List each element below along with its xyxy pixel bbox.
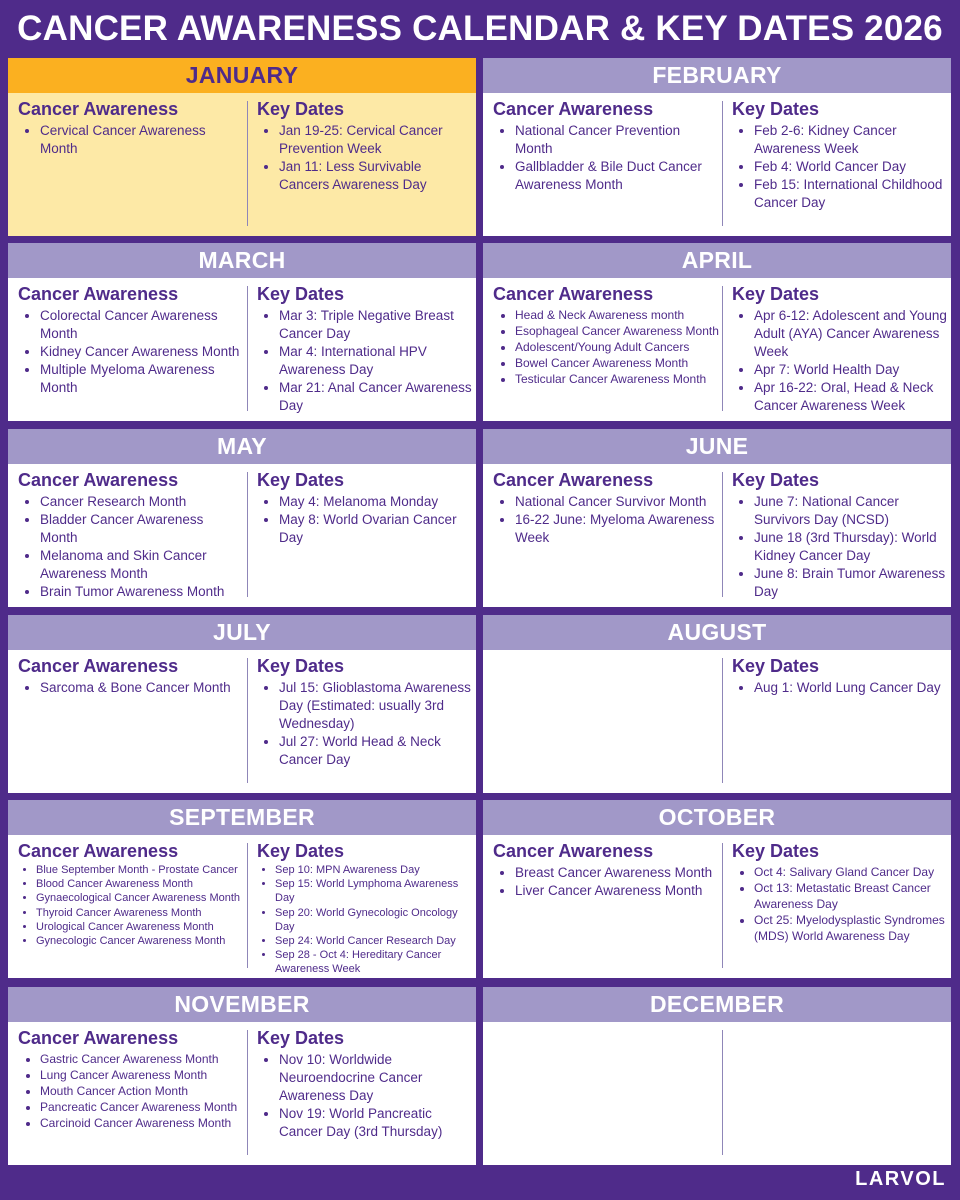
- month-body: [8, 650, 476, 793]
- awareness-item: • Head & Neck Awareness month: [515, 307, 719, 323]
- key-date-item: • Jul 27: World Head & Neck Cancer Day: [279, 733, 472, 769]
- awareness-column: [8, 1022, 248, 1165]
- key-date-item: • June 8: Brain Tumor Awareness Day: [754, 565, 947, 601]
- month-card-december: [483, 987, 951, 1165]
- awareness-item: • Esophageal Cancer Awareness Month: [515, 323, 719, 339]
- awareness-item: • Brain Tumor Awareness Month: [40, 583, 244, 601]
- key-dates-heading: Key Dates: [257, 841, 345, 861]
- key-date-item: • Oct 13: Metastatic Breast Cancer Awareness Day: [754, 880, 947, 912]
- key-date-item: • Jan 11: Less Survivable Cancers Awareness Day: [279, 158, 472, 194]
- month-header: MAY: [8, 429, 476, 464]
- awareness-item: • Breast Cancer Awareness Month: [515, 864, 719, 882]
- month-header: APRIL: [483, 243, 951, 278]
- key-date-item: • Mar 21: Anal Cancer Awareness Day: [279, 379, 472, 415]
- key-dates-list: [732, 864, 947, 944]
- awareness-item: • Bladder Cancer Awareness Month: [40, 511, 244, 547]
- awareness-item: • Cancer Research Month: [40, 493, 244, 511]
- month-card-may: [8, 429, 476, 607]
- key-dates-column: [723, 464, 951, 607]
- month-card-september: [8, 800, 476, 978]
- key-dates-column: [248, 1022, 476, 1165]
- month-card-march: [8, 243, 476, 421]
- key-date-item: • Apr 7: World Health Day: [754, 361, 947, 379]
- awareness-heading: Cancer Awareness: [18, 470, 179, 490]
- key-date-item: • Feb 15: International Childhood Cancer Day: [754, 176, 947, 212]
- awareness-column: [483, 464, 723, 607]
- awareness-heading: Cancer Awareness: [18, 656, 179, 676]
- awareness-item: • Cervical Cancer Awareness Month: [40, 122, 244, 158]
- month-card-april: [483, 243, 951, 421]
- key-dates-list: [732, 122, 947, 212]
- month-header: MARCH: [8, 243, 476, 278]
- key-date-item: • Sep 24: World Cancer Research Day: [275, 934, 472, 948]
- awareness-heading: Cancer Awareness: [18, 99, 179, 119]
- month-header: FEBRUARY: [483, 58, 951, 93]
- awareness-heading: Cancer Awareness: [493, 284, 654, 304]
- key-dates-column: [248, 464, 476, 607]
- key-dates-list: [257, 122, 472, 194]
- awareness-item: • Urological Cancer Awareness Month: [36, 920, 244, 934]
- month-header: JUNE: [483, 429, 951, 464]
- key-date-item: • May 8: World Ovarian Cancer Day: [279, 511, 472, 547]
- month-card-february: [483, 58, 951, 236]
- month-body: [8, 835, 476, 978]
- awareness-item: • Pancreatic Cancer Awareness Month: [40, 1099, 244, 1115]
- awareness-column: [483, 93, 723, 236]
- month-card-june: [483, 429, 951, 607]
- month-body: [483, 1022, 951, 1165]
- key-dates-list: [732, 493, 947, 601]
- key-date-item: • Mar 3: Triple Negative Breast Cancer Day: [279, 307, 472, 343]
- key-dates-list: [257, 493, 472, 547]
- key-date-item: • Sep 20: World Gynecologic Oncology Day: [275, 906, 472, 934]
- page-title: CANCER AWARENESS CALENDAR & KEY DATES 2026: [17, 9, 943, 48]
- key-date-item: • Apr 16-22: Oral, Head & Neck Cancer Awareness Week: [754, 379, 947, 415]
- key-date-item: • Oct 4: Salivary Gland Cancer Day: [754, 864, 947, 880]
- awareness-heading: Cancer Awareness: [493, 841, 654, 861]
- key-date-item: • Sep 10: MPN Awareness Day: [275, 863, 472, 877]
- awareness-item: • Sarcoma & Bone Cancer Month: [40, 679, 244, 697]
- key-date-item: • Feb 2-6: Kidney Cancer Awareness Week: [754, 122, 947, 158]
- month-header: JANUARY: [8, 58, 476, 93]
- awareness-item: • Liver Cancer Awareness Month: [515, 882, 719, 900]
- key-date-item: • Apr 6-12: Adolescent and Young Adult (AYA) Cancer Awareness Week: [754, 307, 947, 361]
- key-dates-heading: Key Dates: [257, 1028, 345, 1048]
- key-dates-list: [257, 307, 472, 415]
- awareness-heading: Cancer Awareness: [18, 841, 179, 861]
- awareness-item: • Thyroid Cancer Awareness Month: [36, 906, 244, 920]
- key-dates-column: [248, 93, 476, 236]
- month-header: DECEMBER: [483, 987, 951, 1022]
- key-date-item: • Sep 28 - Oct 4: Hereditary Cancer Awareness Week: [275, 948, 472, 976]
- awareness-item: • Testicular Cancer Awareness Month: [515, 371, 719, 387]
- awareness-list: [18, 122, 244, 158]
- key-dates-heading: Key Dates: [257, 470, 345, 490]
- month-card-august: [483, 615, 951, 793]
- month-header: JULY: [8, 615, 476, 650]
- awareness-item: • Multiple Myeloma Awareness Month: [40, 361, 244, 397]
- awareness-item: • National Cancer Prevention Month: [515, 122, 719, 158]
- key-dates-heading: Key Dates: [257, 99, 345, 119]
- month-body: [8, 1022, 476, 1165]
- awareness-item: • Adolescent/Young Adult Cancers: [515, 339, 719, 355]
- key-date-item: • Jul 15: Glioblastoma Awareness Day (Estimated: usually 3rd Wednesday): [279, 679, 472, 733]
- awareness-list: [493, 122, 719, 194]
- awareness-column: [8, 464, 248, 607]
- awareness-item: • Gynecologic Cancer Awareness Month: [36, 934, 244, 948]
- awareness-column: [483, 278, 723, 421]
- awareness-list: [18, 307, 244, 397]
- awareness-item: • Mouth Cancer Action Month: [40, 1083, 244, 1099]
- key-date-item: • Jan 19-25: Cervical Cancer Prevention Week: [279, 122, 472, 158]
- key-dates-list: [257, 679, 472, 769]
- key-date-item: • May 4: Melanoma Monday: [279, 493, 472, 511]
- key-dates-column: [723, 835, 951, 978]
- key-dates-heading: Key Dates: [732, 470, 820, 490]
- key-dates-list: [732, 679, 947, 697]
- key-date-item: • Aug 1: World Lung Cancer Day: [754, 679, 947, 697]
- key-dates-list: [257, 1051, 472, 1141]
- key-dates-column: [248, 278, 476, 421]
- awareness-item: • Lung Cancer Awareness Month: [40, 1067, 244, 1083]
- key-date-item: • June 7: National Cancer Survivors Day (NCSD): [754, 493, 947, 529]
- awareness-list: [493, 307, 719, 387]
- key-dates-column: [723, 650, 951, 793]
- key-date-item: • Nov 19: World Pancreatic Cancer Day (3rd Thursday): [279, 1105, 472, 1141]
- larvol-logo: LARVOL: [855, 1168, 946, 1190]
- key-dates-column: [723, 93, 951, 236]
- awareness-list: [493, 864, 719, 900]
- awareness-item: • Gallbladder & Bile Duct Cancer Awareness Month: [515, 158, 719, 194]
- awareness-item: • Gynaecological Cancer Awareness Month: [36, 891, 244, 905]
- awareness-list: [493, 493, 719, 547]
- key-dates-heading: Key Dates: [257, 284, 345, 304]
- month-header: SEPTEMBER: [8, 800, 476, 835]
- month-header: OCTOBER: [483, 800, 951, 835]
- month-body: [483, 464, 951, 607]
- awareness-heading: Cancer Awareness: [18, 284, 179, 304]
- key-dates-column: [248, 650, 476, 793]
- key-dates-list: [257, 863, 472, 977]
- month-card-october: [483, 800, 951, 978]
- key-dates-column: [723, 1022, 951, 1165]
- month-body: [8, 93, 476, 236]
- month-body: [483, 835, 951, 978]
- awareness-column: [483, 1022, 723, 1165]
- awareness-column: [8, 278, 248, 421]
- awareness-column: [483, 650, 723, 793]
- awareness-item: • Bowel Cancer Awareness Month: [515, 355, 719, 371]
- awareness-item: • Kidney Cancer Awareness Month: [40, 343, 244, 361]
- awareness-column: [8, 93, 248, 236]
- month-card-november: [8, 987, 476, 1165]
- key-dates-heading: Key Dates: [732, 841, 820, 861]
- awareness-column: [8, 650, 248, 793]
- awareness-item: • Melanoma and Skin Cancer Awareness Month: [40, 547, 244, 583]
- awareness-list: [18, 863, 244, 948]
- awareness-list: [18, 493, 244, 601]
- key-dates-heading: Key Dates: [732, 99, 820, 119]
- key-dates-list: [732, 307, 947, 415]
- month-body: [483, 93, 951, 236]
- awareness-list: [18, 679, 244, 697]
- key-dates-heading: Key Dates: [732, 656, 820, 676]
- awareness-item: • Blue September Month - Prostate Cancer: [36, 863, 244, 877]
- key-date-item: • June 18 (3rd Thursday): World Kidney Cancer Day: [754, 529, 947, 565]
- month-header: AUGUST: [483, 615, 951, 650]
- key-date-item: • Sep 15: World Lymphoma Awareness Day: [275, 877, 472, 905]
- awareness-item: • Blood Cancer Awareness Month: [36, 877, 244, 891]
- key-date-item: • Nov 10: Worldwide Neuroendocrine Cancer Awareness Day: [279, 1051, 472, 1105]
- awareness-heading: Cancer Awareness: [493, 99, 654, 119]
- month-card-july: [8, 615, 476, 793]
- awareness-item: • National Cancer Survivor Month: [515, 493, 719, 511]
- key-date-item: • Mar 4: International HPV Awareness Day: [279, 343, 472, 379]
- awareness-column: [483, 835, 723, 978]
- awareness-list: [18, 1051, 244, 1131]
- awareness-heading: Cancer Awareness: [18, 1028, 179, 1048]
- key-dates-heading: Key Dates: [732, 284, 820, 304]
- key-dates-column: [248, 835, 476, 978]
- awareness-item: • 16-22 June: Myeloma Awareness Week: [515, 511, 719, 547]
- month-body: [8, 278, 476, 421]
- awareness-item: • Colorectal Cancer Awareness Month: [40, 307, 244, 343]
- key-date-item: • Oct 25: Myelodysplastic Syndromes (MDS) World Awareness Day: [754, 912, 947, 944]
- key-date-item: • Feb 4: World Cancer Day: [754, 158, 947, 176]
- month-body: [483, 278, 951, 421]
- key-dates-column: [723, 278, 951, 421]
- key-dates-heading: Key Dates: [257, 656, 345, 676]
- awareness-column: [8, 835, 248, 978]
- month-body: [8, 464, 476, 607]
- awareness-item: • Gastric Cancer Awareness Month: [40, 1051, 244, 1067]
- month-body: [483, 650, 951, 793]
- month-card-january: [8, 58, 476, 236]
- month-header: NOVEMBER: [8, 987, 476, 1022]
- awareness-heading: Cancer Awareness: [493, 470, 654, 490]
- awareness-item: • Carcinoid Cancer Awareness Month: [40, 1115, 244, 1131]
